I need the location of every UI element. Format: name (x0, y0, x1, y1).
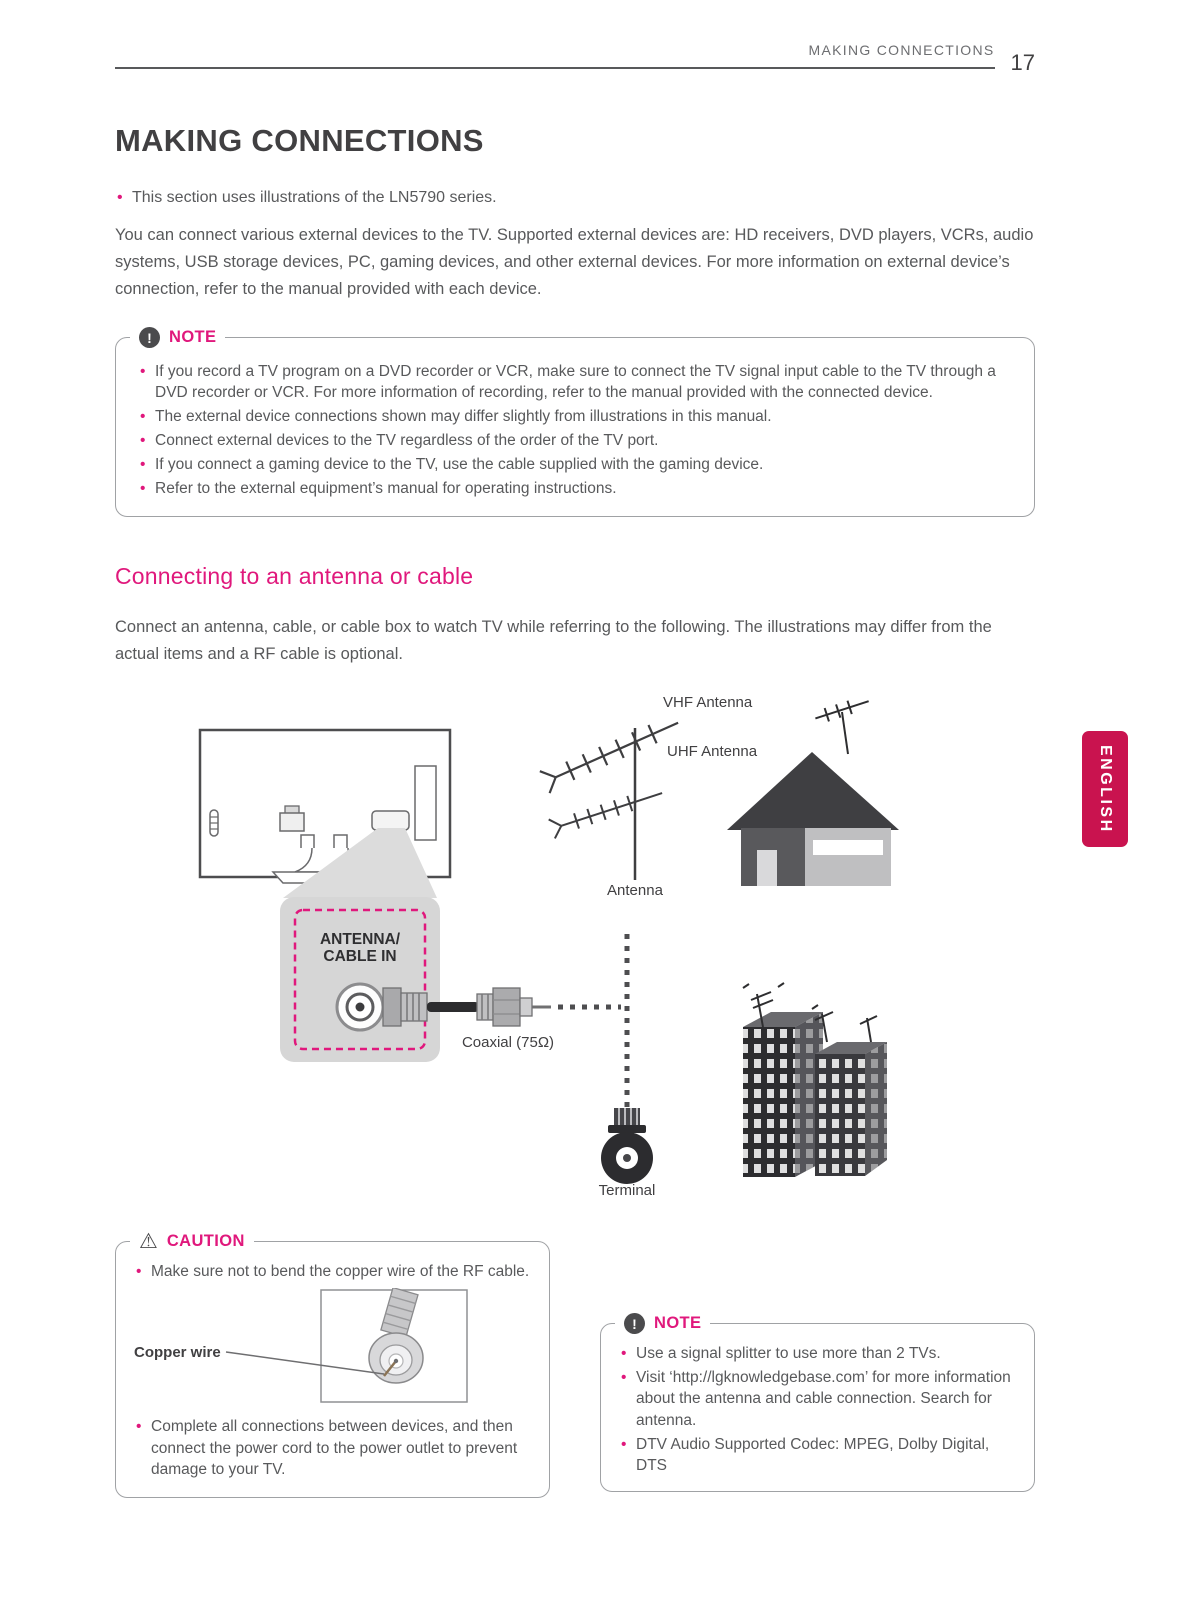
diagram-artwork (115, 682, 1035, 1227)
vhf-antenna-label: VHF Antenna (663, 694, 753, 711)
page-number: 17 (1010, 50, 1035, 75)
uhf-antenna-label: UHF Antenna (667, 743, 758, 760)
note-list (138, 361, 1012, 500)
note-box-label (130, 323, 225, 352)
antenna-cable-in-line2: CABLE IN (323, 947, 397, 965)
note-box-top (115, 328, 1035, 517)
note-icon: ! (139, 327, 160, 348)
bottom-boxes-row (115, 1231, 1035, 1551)
intro-paragraph: You can connect various external devices to the TV. Supported external devices are: HD receivers, DVD players, VCRs, audio systems, USB storage devices, PC, gaming devices, and other external devices. For more information on external device’s connection, refer to the manual provided with each device. (115, 226, 1034, 298)
caution-list (134, 1416, 531, 1481)
antenna-illustration (540, 712, 683, 880)
note-item: • If you connect a gaming device to the TV, use the cable supplied with the gaming device. (138, 454, 1012, 476)
antenna-cable-in-label (295, 932, 425, 965)
note-item: • The external device connections shown may differ slightly from illustrations in this manual. (138, 406, 1012, 428)
note-box-bottom (600, 1314, 1035, 1492)
running-header-label: MAKING CONNECTIONS (808, 42, 995, 58)
caution-item: • Make sure not to bend the copper wire of the RF cable. (134, 1261, 531, 1283)
antenna-cable-in-line1: ANTENNA/ (319, 931, 401, 948)
note-item: • If you record a TV program on a DVD recorder or VCR, make sure to connect the TV signal input cable to the TV through a DVD recorder or VCR. For more information of recording, refer to the manual provided with the connected device. (138, 361, 1012, 404)
section-heading: Connecting to an antenna or cable (115, 563, 474, 589)
note-icon: ! (624, 1313, 645, 1334)
note-list (619, 1343, 1016, 1477)
section-paragraph: Connect an antenna, cable, or cable box to watch TV while referring to the following. The illustrations may differ from the actual items and a RF cable is optional. (115, 618, 992, 663)
warning-triangle-icon: ⚠ (139, 1230, 158, 1253)
note-item: • DTV Audio Supported Codec: MPEG, Dolby Digital, DTS (619, 1434, 1016, 1477)
header-rule (115, 42, 995, 69)
note-box-label (615, 1309, 710, 1338)
page-header (115, 42, 1035, 75)
note-item: • Use a signal splitter to use more than 2 TVs. (619, 1343, 1016, 1365)
note-item: • Visit ‘http://lgknowledgebase.com’ for more information about the antenna and cable connection. Search for antenna. (619, 1367, 1016, 1432)
language-tab: ENGLISH (1082, 731, 1128, 847)
terminal-connector-illustration (601, 1108, 653, 1184)
coaxial-cable-illustration (383, 988, 551, 1026)
intro-bullet-item: • This section uses illustrations of the LN5790 series. (115, 187, 1035, 209)
caution-item: • Complete all connections between devices, and then connect the power cord to the power outlet to prevent damage to your TV. (134, 1416, 531, 1481)
note-label-text: NOTE (169, 328, 217, 346)
intro-bullet-list (115, 187, 1035, 209)
caution-label-text: CAUTION (166, 1232, 245, 1250)
buildings-illustration (743, 983, 887, 1177)
antenna-port-panel (280, 897, 440, 1062)
note-item: • Refer to the external equipment’s manual for operating instructions. (138, 478, 1012, 500)
coaxial-label: Coaxial (75Ω) (461, 1034, 555, 1051)
caution-box-label (130, 1227, 254, 1256)
note-label-text: NOTE (654, 1314, 702, 1332)
copper-wire-figure (134, 1288, 531, 1410)
note-item: • Connect external devices to the TV regardless of the order of the TV port. (138, 430, 1012, 452)
antenna-label: Antenna (607, 882, 663, 899)
copper-wire-label: Copper wire (134, 1344, 221, 1361)
page-title: MAKING CONNECTIONS (115, 123, 484, 158)
caution-box (115, 1230, 550, 1498)
house-illustration (727, 695, 899, 886)
connection-diagram (115, 682, 1035, 1227)
terminal-label: Terminal (598, 1182, 656, 1199)
caution-list (134, 1261, 531, 1283)
